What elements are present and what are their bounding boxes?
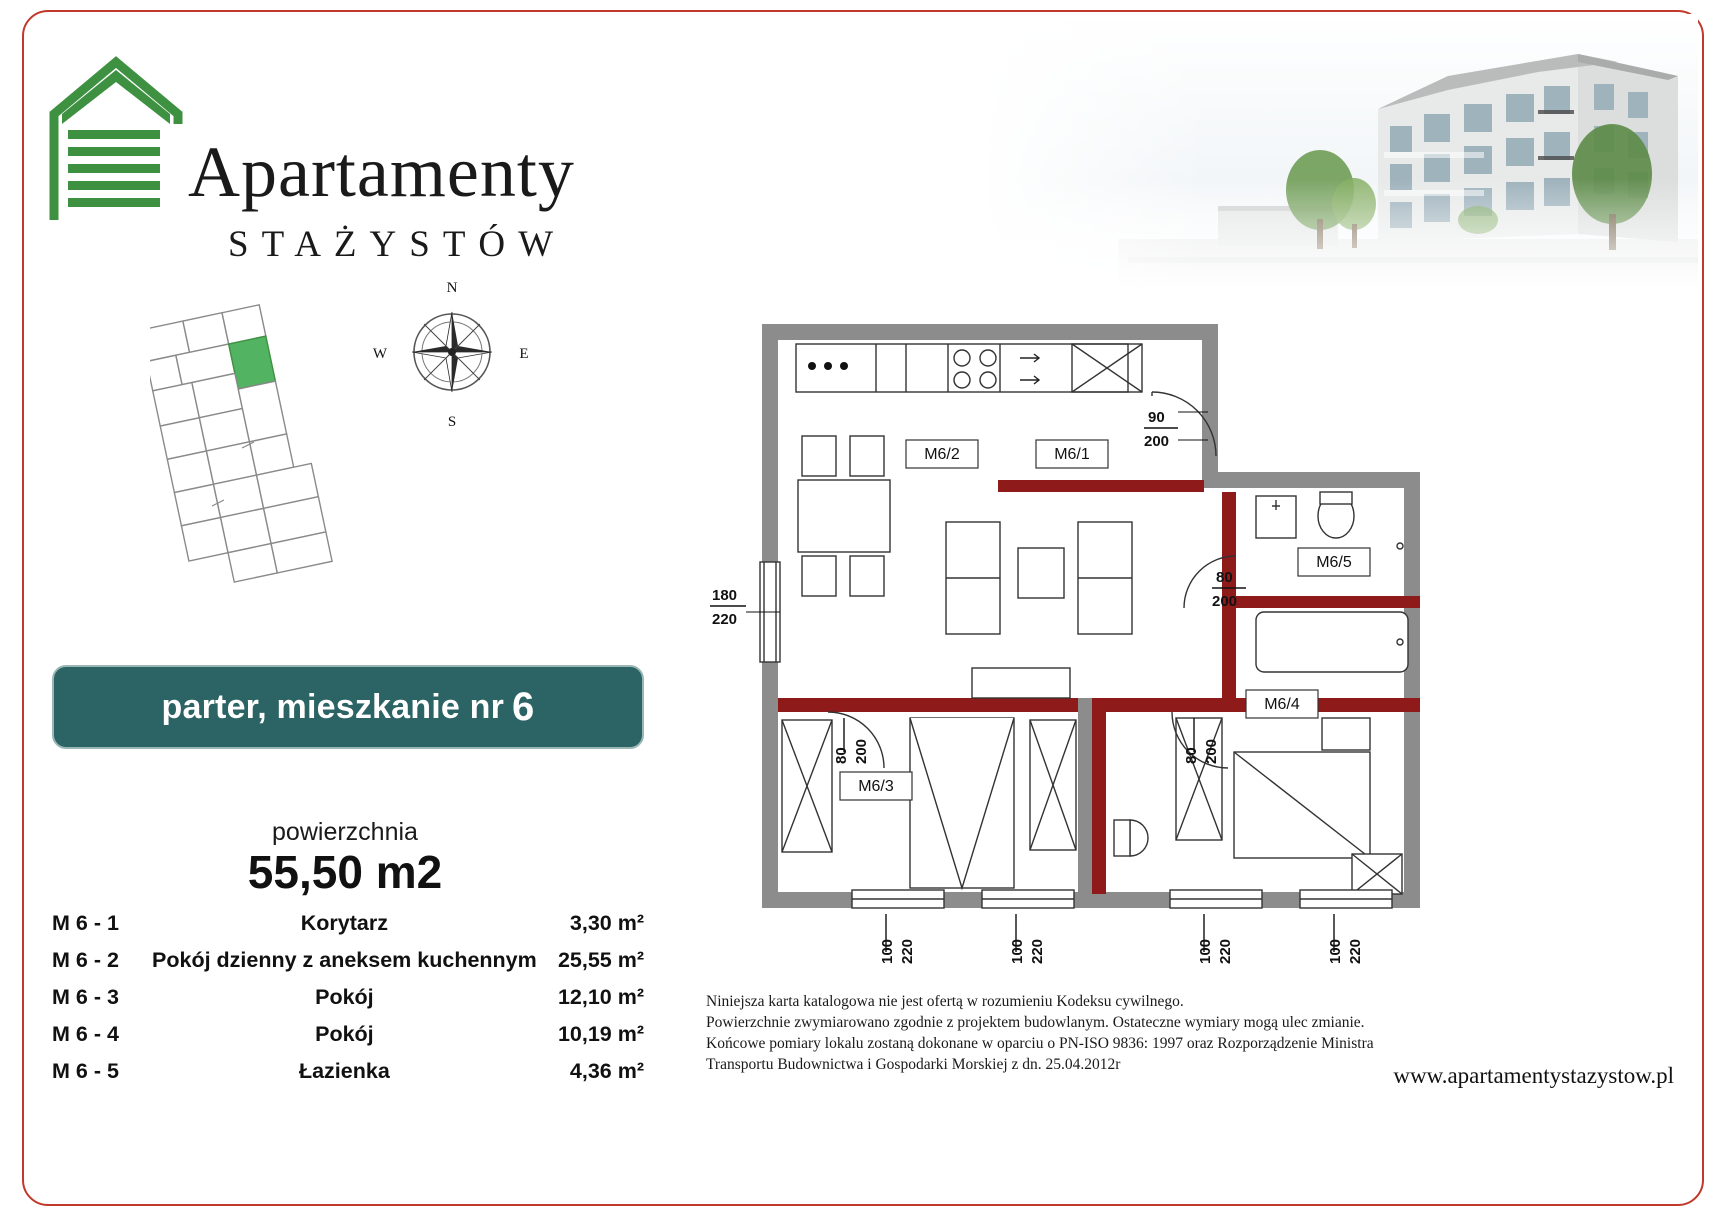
brand-logo xyxy=(48,48,688,265)
dim-door80c-h: 200 xyxy=(1203,738,1220,764)
room-name: Korytarz xyxy=(300,911,388,935)
room-code: M 6 - 4 xyxy=(52,1022,119,1046)
disclaimer-line-1: Niniejsza karta katalogowa nie jest ofertą w rozumieniu Kodeksu cywilnego. xyxy=(706,993,1184,1010)
dim-window-left-w: 180 xyxy=(712,587,738,604)
dim-door90-h: 200 xyxy=(1144,433,1170,450)
room-area: 10,19 m² xyxy=(557,1022,644,1046)
room-code: M 6 - 3 xyxy=(52,985,119,1009)
dim-door80a-h: 200 xyxy=(1212,593,1238,610)
dim-win1-h: 220 xyxy=(899,938,916,964)
disclaimer-line-4: Transportu Budownictwa i Gospodarki Morskiej z dn. 25.04.2012r xyxy=(706,1055,1121,1073)
disclaimer-text xyxy=(706,992,1466,1076)
plan-room-label-m61: M6/1 xyxy=(1054,446,1090,463)
area-value: 55,50 m2 xyxy=(247,846,443,898)
dim-door80b-h: 200 xyxy=(853,738,870,764)
table-row xyxy=(52,1016,644,1053)
dim-win3-h: 220 xyxy=(1217,938,1234,964)
room-area: 25,55 m² xyxy=(557,948,644,972)
room-name: Pokój dzienny z aneksem kuchennym xyxy=(152,948,537,972)
website-url[interactable]: www.apartamentystazystow.pl xyxy=(1393,1063,1674,1088)
floor-plan xyxy=(700,300,1500,990)
plan-room-label-m64: M6/4 xyxy=(1264,696,1300,713)
room-name: Pokój xyxy=(315,985,374,1009)
dim-door90-w: 90 xyxy=(1148,409,1165,426)
brand-subtitle: STAŻYSTÓW xyxy=(228,224,567,265)
table-row xyxy=(52,942,644,979)
room-area: 3,30 m² xyxy=(569,911,644,935)
room-area: 12,10 m² xyxy=(557,985,644,1009)
plan-room-label-m63: M6/3 xyxy=(858,778,894,795)
dim-win1-w: 100 xyxy=(879,938,896,964)
banner-text: parter, mieszkanie nr xyxy=(161,687,505,726)
compass-rose xyxy=(372,278,532,430)
disclaimer-line-3: Końcowe pomiary lokalu zostaną dokonane w oparciu o PN-ISO 9836: 1997 oraz Rozporządzenie Ministra xyxy=(706,1034,1374,1052)
dim-window-left-h: 220 xyxy=(712,611,738,628)
dim-win4-w: 100 xyxy=(1327,938,1344,964)
dim-win3-w: 100 xyxy=(1197,938,1214,964)
svg-text:E: E xyxy=(519,346,529,362)
dim-win2-h: 220 xyxy=(1029,938,1046,964)
room-code: M 6 - 2 xyxy=(52,948,119,972)
building-key-plan xyxy=(150,296,350,612)
room-name: Pokój xyxy=(315,1022,374,1046)
plan-room-label-m62: M6/2 xyxy=(924,446,960,463)
table-row xyxy=(52,1053,644,1090)
area-label: powierzchnia xyxy=(272,818,418,846)
room-code: M 6 - 5 xyxy=(52,1059,119,1083)
dim-door80a-w: 80 xyxy=(1216,569,1233,586)
room-name: Łazienka xyxy=(298,1059,390,1083)
svg-text:S: S xyxy=(447,414,457,430)
svg-text:N: N xyxy=(446,280,458,296)
building-photo xyxy=(978,14,1698,289)
svg-text:W: W xyxy=(372,346,388,362)
dim-door80c-w: 80 xyxy=(1183,747,1200,764)
building-logo-icon xyxy=(48,54,184,226)
banner-number: 6 xyxy=(512,684,535,729)
apartment-title-banner xyxy=(52,665,644,749)
dim-win2-w: 100 xyxy=(1009,938,1026,964)
plan-room-label-m65: M6/5 xyxy=(1316,554,1352,571)
dim-win4-h: 220 xyxy=(1347,938,1364,964)
room-area: 4,36 m² xyxy=(569,1059,644,1083)
room-code: M 6 - 1 xyxy=(52,911,119,935)
dim-door80b-w: 80 xyxy=(833,747,850,764)
table-row xyxy=(52,979,644,1016)
table-row xyxy=(52,905,644,942)
disclaimer-line-2: Powierzchnie zwymiarowano zgodnie z projektem budowlanym. Ostateczne wymiary mogą ulec zmianie. xyxy=(706,1013,1365,1031)
brand-title: Apartamenty xyxy=(188,132,575,212)
room-schedule-table xyxy=(52,905,644,1090)
